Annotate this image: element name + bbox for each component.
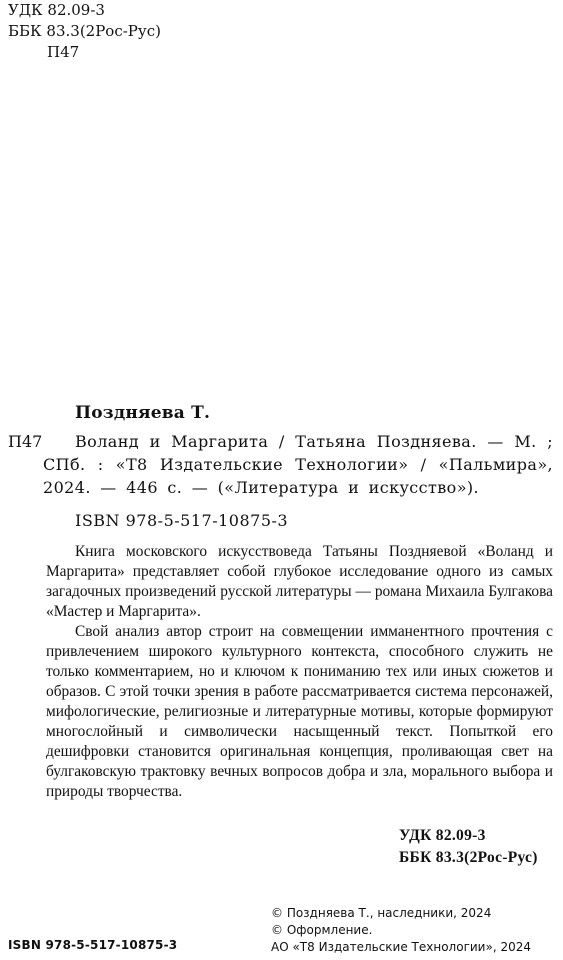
top-author-sign: П47 — [47, 43, 80, 61]
copyright-design: © Оформление. — [271, 923, 373, 937]
catalog-isbn: ISBN 978-5-517-10875-3 — [75, 511, 289, 530]
annotation-paragraph-2: Свой анализ автор строит на совмещении имманентного прочтения с привлечением широкого культурного контекста, способного служить не только комментарием, но и ключом к пониманию тех или иных сюжетов и образов. С этой точки зрения в работе рассматривается система персонажей, мифологические, религиозные и литературные мотивы, которые формируют многослойный и символически насыщенный текст. Попыткой его дешифровки становится оригинальная концепция, проливающая свет на булгаковскую трактовку вечных вопросов добра и зла, морального выбора и природы творчества. — [46, 623, 553, 800]
top-udk-code: УДК 82.09-3 — [8, 1, 105, 19]
catalog-author-sign: П47 — [8, 432, 43, 451]
footer-isbn: ISBN 978-5-517-10875-3 — [8, 938, 178, 952]
bottom-bbk-code: ББК 83.3(2Рос-Рус) — [399, 849, 538, 866]
copyright-author: © Поздняева Т., наследники, 2024 — [271, 906, 492, 920]
copyright-publisher: АО «Т8 Издательские Технологии», 2024 — [271, 940, 531, 954]
catalog-author: Поздняева Т. — [75, 403, 211, 423]
catalog-description: Воланд и Маргарита / Татьяна Поздняева. — М. ; СПб. : «Т8 Издательские Технологии» / «Пальмира», 2024. — 446 с. — («Литература и искусство»). — [43, 432, 553, 497]
annotation-paragraph-1: Книга московского искусствоведа Татьяны Поздняевой «Воланд и Маргарита» представляет собой глубокое исследование одного из самых загадочных произведений русской литературы — романа Михаила Булгакова «Мастер и Маргарита». — [46, 543, 553, 620]
bottom-udk-code: УДК 82.09-3 — [399, 827, 486, 844]
top-bbk-code: ББК 83.3(2Рос-Рус) — [8, 22, 161, 40]
